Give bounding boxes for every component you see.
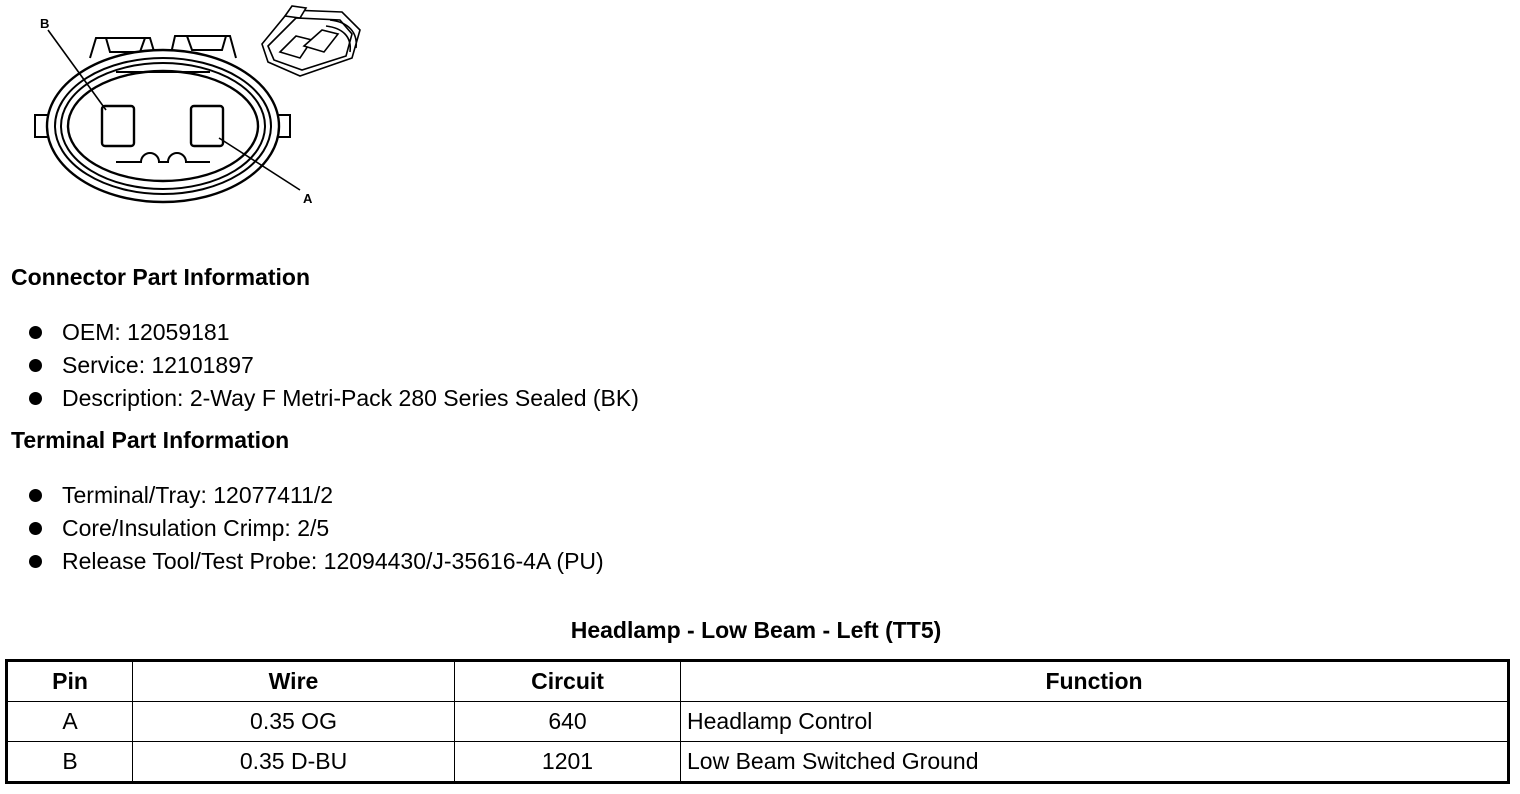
connector-service: Service: 12101897 [62, 352, 254, 378]
list-item [0, 349, 639, 382]
pinout-table [5, 659, 1510, 784]
list-item [0, 479, 604, 512]
cell-circuit: 640 [455, 702, 681, 742]
connector-part-list [0, 316, 639, 415]
terminal-tray: Terminal/Tray: 12077411/2 [62, 482, 334, 508]
connector-diagram [0, 0, 380, 215]
table-title: Headlamp - Low Beam - Left (TT5) [570, 617, 942, 643]
cell-wire: 0.35 D-BU [133, 742, 455, 783]
cell-function: Low Beam Switched Ground [681, 742, 1509, 783]
cell-circuit: 1201 [455, 742, 681, 783]
terminal-release-tool: Release Tool/Test Probe: 12094430/J-35616-4A (PU) [62, 548, 604, 574]
table-header-row [7, 661, 1509, 702]
pin-a-callout: A [303, 191, 313, 206]
cell-function: Headlamp Control [681, 702, 1509, 742]
bullet-icon [29, 489, 42, 502]
list-item [0, 382, 639, 415]
bullet-icon [29, 359, 42, 372]
cell-pin: A [7, 702, 133, 742]
terminal-crimp: Core/Insulation Crimp: 2/5 [62, 515, 330, 541]
connector-description: Description: 2-Way F Metri-Pack 280 Series Sealed (BK) [62, 385, 639, 411]
list-item [0, 545, 604, 578]
table-row [7, 702, 1509, 742]
bullet-icon [29, 555, 42, 568]
column-header-wire: Wire [133, 661, 455, 702]
column-header-function: Function [681, 661, 1509, 702]
list-item [0, 316, 639, 349]
table-row [7, 742, 1509, 783]
cell-pin: B [7, 742, 133, 783]
connector-part-heading: Connector Part Information [11, 264, 311, 290]
bullet-icon [29, 522, 42, 535]
terminal-part-heading: Terminal Part Information [11, 427, 290, 453]
pin-b-callout: B [40, 16, 50, 31]
list-item [0, 512, 604, 545]
column-header-pin: Pin [7, 661, 133, 702]
bullet-icon [29, 326, 42, 339]
connector-oem: OEM: 12059181 [62, 319, 230, 345]
bullet-icon [29, 392, 42, 405]
terminal-part-list [0, 479, 604, 578]
column-header-circuit: Circuit [455, 661, 681, 702]
cell-wire: 0.35 OG [133, 702, 455, 742]
